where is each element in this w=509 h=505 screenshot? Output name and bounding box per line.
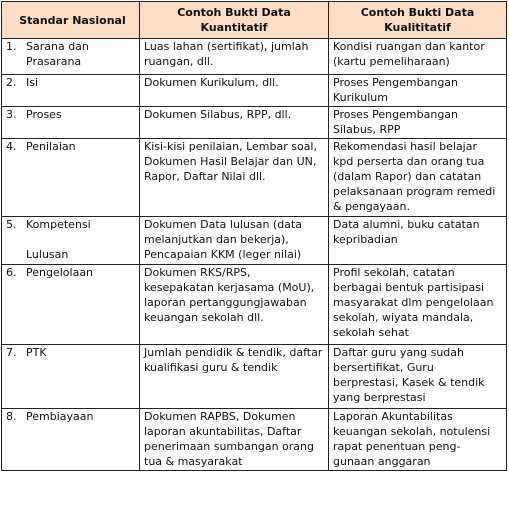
- standar-name: Isi: [26, 76, 39, 89]
- standar-name: PTK: [26, 346, 47, 359]
- standar-name: Kompetensi Lulusan: [26, 218, 91, 261]
- table-row: [2, 39, 507, 75]
- kualitatif-cell: Kondisi ruangan dan kantor (kartu pemeliharaan): [329, 39, 507, 75]
- standar-cell: [2, 107, 140, 139]
- table-row: [2, 107, 507, 139]
- kualitatif-cell: Rekomendasi hasil belajar kpd perserta dan orang tua (dalam Rapor) dan catatan pelaksanaan program remedi & pengayaan.: [329, 139, 507, 217]
- row-number: 3.: [6, 108, 17, 121]
- kualitatif-cell: Profil sekolah, catatan berbagai bentuk partisipasi masyarakat dlm pengelolaan sekolah, wiyata mandala, sekolah sehat: [329, 265, 507, 345]
- standards-table: [1, 1, 507, 471]
- row-number: 2.: [6, 76, 17, 89]
- table-row: [2, 265, 507, 345]
- standar-cell: [2, 265, 140, 345]
- standar-cell: [2, 39, 140, 75]
- standar-name: Pengelolaan: [26, 266, 94, 279]
- header-standar-nasional: Standar Nasional: [2, 2, 140, 39]
- row-number: 1.: [6, 40, 17, 53]
- header-kuantitatif: Contoh Bukti Data Kuantitatif: [140, 2, 329, 39]
- table-row: [2, 345, 507, 409]
- standar-cell: [2, 345, 140, 409]
- row-number: 6.: [6, 266, 17, 279]
- table-row: [2, 409, 507, 471]
- standar-cell: [2, 409, 140, 471]
- row-number: 4.: [6, 140, 17, 153]
- kuantitatif-cell: Luas lahan (sertifikat), jumlah ruangan, dll.: [140, 39, 329, 75]
- kualitatif-cell: Proses Pengembangan Silabus, RPP: [329, 107, 507, 139]
- standar-name: Penilaian: [26, 140, 76, 153]
- kuantitatif-cell: Dokumen Kurikulum, dll.: [140, 75, 329, 107]
- kualitatif-cell: Data alumni, buku catatan kepribadian: [329, 217, 507, 265]
- standar-cell: [2, 75, 140, 107]
- standar-name: Pembiayaan: [26, 410, 94, 423]
- kuantitatif-cell: Jumlah pendidik & tendik, daftar kualifikasi guru & tendik: [140, 345, 329, 409]
- kuantitatif-cell: Kisi-kisi penilaian, Lembar soal, Dokumen Hasil Belajar dan UN, Rapor, Daftar Nilai dll.: [140, 139, 329, 217]
- table-row: [2, 217, 507, 265]
- table-row: [2, 139, 507, 217]
- table-row: [2, 75, 507, 107]
- row-number: 8.: [6, 410, 17, 423]
- row-number: 5.: [6, 218, 17, 231]
- standar-cell: [2, 217, 140, 265]
- standar-name: Proses: [26, 108, 62, 121]
- kuantitatif-cell: Dokumen RAPBS, Dokumen laporan akuntabilitas, Daftar penerimaan sumbangan orang tua & masyarakat: [140, 409, 329, 471]
- kualitatif-cell: Daftar guru yang sudah bersertifikat, Guru berprestasi, Kasek & tendik yang berprestasi: [329, 345, 507, 409]
- standar-name: Sarana dan Prasarana: [26, 40, 89, 68]
- kuantitatif-cell: Dokumen Data lulusan (data melanjutkan dan bekerja), Pencapaian KKM (leger nilai): [140, 217, 329, 265]
- header-row: [2, 2, 507, 39]
- header-kualitatif: Contoh Bukti Data Kualititatif: [329, 2, 507, 39]
- row-number: 7.: [6, 346, 17, 359]
- kualitatif-cell: Laporan Akuntabilitas keuangan sekolah, notulensi rapat penentuan peng- gunaan anggaran: [329, 409, 507, 471]
- standar-cell: [2, 139, 140, 217]
- kuantitatif-cell: Dokumen RKS/RPS, kesepakatan kerjasama (MoU), laporan pertanggungjawaban keuangan sekolah dll.: [140, 265, 329, 345]
- kuantitatif-cell: Dokumen Silabus, RPP, dll.: [140, 107, 329, 139]
- kualitatif-cell: Proses Pengembangan Kurikulum: [329, 75, 507, 107]
